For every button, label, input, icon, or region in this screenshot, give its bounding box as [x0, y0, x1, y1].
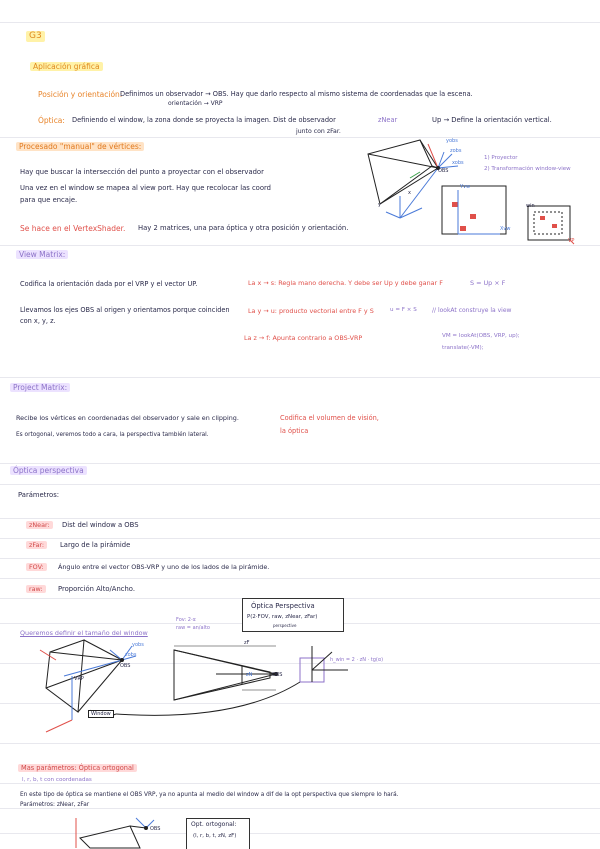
label-yobs-2: yobs [132, 642, 144, 648]
ruled-line [0, 558, 600, 559]
text-vm-code2: translate(-VM); [442, 345, 484, 351]
text-la-y: La y → u: producto vectorial entre F y S [248, 307, 374, 315]
text-s-formula: S = Up × F [470, 279, 506, 287]
label-zobs: zobs [450, 148, 462, 154]
label-obs: OBS [438, 168, 449, 174]
text-up: Up → Define la orientación vertical. [432, 116, 552, 124]
label-vp: VP [568, 238, 575, 244]
label-proyector: 1) Proyector [484, 155, 518, 161]
label-zobs-2: zobs [125, 652, 137, 658]
text-orto-2: Parámetros: zNear, zFar [20, 802, 90, 808]
label-zf: zF [244, 640, 250, 646]
text-pm-note2: la óptica [280, 427, 309, 435]
text-u-formula: u = F × S [390, 307, 417, 313]
param-zfar-val: Largo de la pirámide [60, 541, 131, 549]
param-fov-key: FOV: [26, 563, 47, 571]
ruled-line [0, 743, 600, 744]
label-win: win [526, 203, 535, 209]
text-znear: zNear [378, 116, 398, 124]
ruled-line [0, 578, 600, 579]
text-vm-code: VM = lookAt(OBS, VRP, up); [442, 333, 520, 339]
text-posicion: Definimos un observador → OBS. Hay que darlo respecto al mismo sistema de coordenadas que la escena. [120, 90, 473, 98]
label-obs-4: OBS [150, 826, 161, 832]
text-hwin: h_win = 2 · zN · tg(α) [330, 657, 384, 663]
perspective-box-signature: P(2·FOV, raw, zNear, zFar) [247, 614, 318, 620]
text-mas-sub: l, r, b, t con coordenadas [22, 777, 92, 783]
text-fov-eq1: Fov: 2·α [176, 617, 196, 623]
ruled-line [0, 377, 600, 378]
text-proceso-3: para que encaje. [20, 196, 78, 204]
label-y: y [378, 202, 381, 208]
text-queremos: Queremos definir el tamaño del window [20, 629, 148, 637]
perspective-box-sub: perspective [273, 623, 297, 628]
label-vrp: VRP [74, 676, 84, 682]
text-lookat: // lookAt construye la view [432, 307, 512, 314]
text-vm-2: Llevamos los ejes OBS al origen y orientamos porque coinciden [20, 306, 230, 314]
text-orto-1: En este tipo de óptica se mantiene el OBS VRP, ya no apunta al medio del window a dif de la opt perspectiva que siempre lo hará. [20, 792, 399, 798]
param-raw-key: raw: [26, 585, 46, 593]
label-optica: Óptica: [38, 116, 65, 125]
text-proceso-1: Hay que buscar la intersección del punto a proyectar con el observador [20, 168, 264, 176]
label-obs-2: OBS [120, 663, 131, 669]
ruled-line [0, 538, 600, 539]
param-fov-val: Ángulo entre el vector OBS-VRP y uno de los lados de la pirámide. [58, 563, 270, 571]
text-junto-con: junto con zFar. [296, 128, 341, 135]
heading-view-matrix: View Matrix: [16, 250, 68, 259]
text-pm-1: Recibe los vértices en coordenadas del observador y sale en clipping. [16, 414, 239, 422]
label-zn: zN [246, 672, 253, 678]
text-pm-2: Es ortogonal, veremos todo a cara, la perspectiva también lateral. [16, 432, 209, 438]
label-xvw: Xvw [500, 226, 511, 232]
ruled-line [0, 463, 600, 464]
text-proceso-2: Una vez en el window se mapea al view port. Hay que recolocar las coord [20, 184, 271, 192]
perspective-box [242, 598, 344, 632]
heading-mas-parametros: Mas parámetros: Óptica ortogonal [18, 764, 137, 772]
param-raw-val: Proporción Alto/Ancho. [58, 585, 136, 593]
perspective-box-title: Óptica Perspectiva [251, 602, 315, 610]
text-vm-1: Codifica la orientación dada por el VRP y el vector UP. [20, 280, 198, 288]
param-znear-key: zNear: [26, 521, 53, 529]
orthogonal-box-signature: (l, r, b, t, zN, zF) [193, 833, 237, 839]
text-optica: Definiendo el window, la zona donde se proyecta la imagen. Dist de observador [72, 116, 336, 124]
text-vm-2b: con x, y, z. [20, 317, 56, 325]
heading-project-matrix: Project Matrix: [10, 383, 70, 392]
text-parametros: Parámetros: [18, 491, 60, 499]
heading-procesado: Procesado "manual" de vértices: [16, 142, 144, 151]
param-znear-val: Dist del window a OBS [62, 521, 139, 529]
ruled-line [0, 808, 600, 809]
page-title: G3 [26, 31, 45, 42]
projection-diagram [360, 138, 590, 248]
text-vertexshader: Se hace en el VertexShader. [20, 224, 126, 233]
label-yvw: Yvw [460, 184, 471, 190]
text-la-x: La x → s: Regla mano derecha. Y debe ser Up y debe ganar F [248, 279, 443, 287]
label-posicion: Posición y orientación: [38, 90, 123, 99]
label-transf: 2) Transformación window-view [484, 166, 571, 172]
frustum-diagrams [36, 636, 576, 726]
ruled-line [0, 518, 600, 519]
text-fov-eq2: raw = an/alto [176, 625, 210, 631]
label-xobs: xobs [452, 160, 464, 166]
orthogonal-diagram [60, 814, 180, 848]
ruled-line [0, 22, 600, 23]
label-yobs: yobs [446, 138, 458, 144]
ruled-line [0, 484, 600, 485]
label-window: Window [88, 710, 114, 718]
orthogonal-box [186, 818, 250, 849]
orthogonal-box-title: Opt. ortogonal: [191, 821, 237, 828]
text-la-z: La z → f: Apunta contrario a OBS-VRP [244, 334, 363, 342]
label-x: x [408, 190, 411, 196]
heading-optica-perspectiva: Óptica perspectiva [10, 466, 87, 475]
label-obs-3: OBS [272, 672, 283, 678]
param-zfar-key: zFar: [26, 541, 47, 549]
text-orientacion-vrp: orientación → VRP [168, 100, 223, 107]
text-hay2: Hay 2 matrices, una para óptica y otra posición y orientación. [138, 224, 349, 232]
heading-aplicacion: Aplicación gráfica [30, 62, 103, 71]
text-pm-note1: Codifica el volumen de visión, [280, 414, 379, 422]
